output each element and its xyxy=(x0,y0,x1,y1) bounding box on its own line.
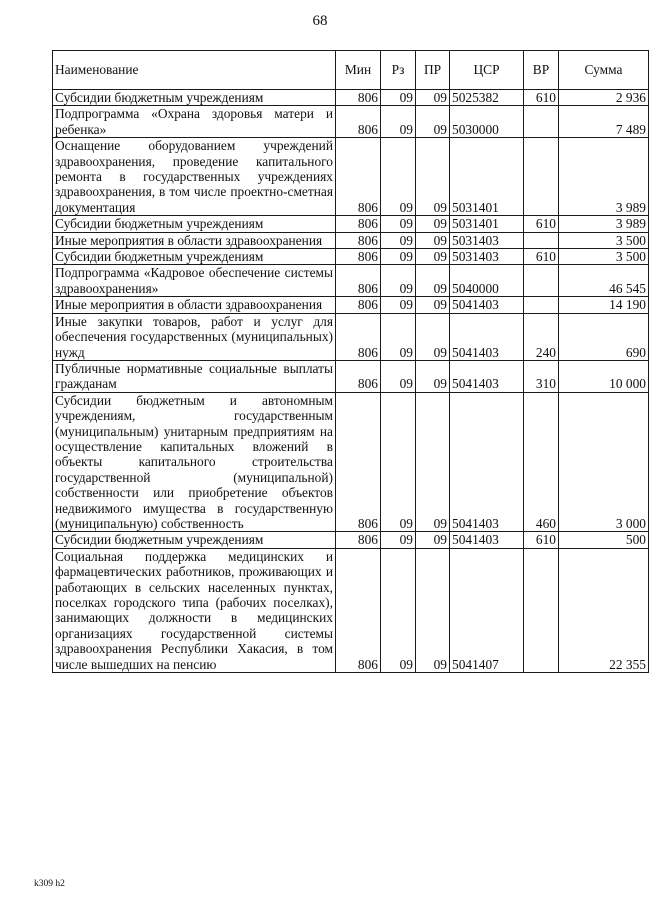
cell-csr: 5031401 xyxy=(450,216,524,232)
cell-sum: 3 500 xyxy=(559,249,649,265)
cell-vr xyxy=(524,232,559,248)
footer-code: k309 h2 xyxy=(34,879,65,889)
cell-pr: 09 xyxy=(416,138,450,216)
cell-min: 806 xyxy=(336,90,381,106)
cell-rz: 09 xyxy=(381,297,416,313)
cell-sum: 22 355 xyxy=(559,548,649,672)
cell-vr: 310 xyxy=(524,360,559,392)
cell-pr: 09 xyxy=(416,548,450,672)
cell-min: 806 xyxy=(336,106,381,138)
header-vr: ВР xyxy=(524,51,559,90)
cell-min: 806 xyxy=(336,297,381,313)
cell-min: 806 xyxy=(336,548,381,672)
cell-min: 806 xyxy=(336,249,381,265)
cell-sum: 3 989 xyxy=(559,138,649,216)
cell-vr xyxy=(524,106,559,138)
cell-sum: 10 000 xyxy=(559,360,649,392)
cell-rz: 09 xyxy=(381,313,416,360)
cell-rz: 09 xyxy=(381,548,416,672)
cell-sum: 690 xyxy=(559,313,649,360)
header-min: Мин xyxy=(336,51,381,90)
cell-name: Оснащение оборудованием учреждений здравоохранения, проведение капитального ремонта в государственных учреждениях здравоохранения, в том числе проектно-сметная документация xyxy=(53,138,336,216)
cell-rz: 09 xyxy=(381,249,416,265)
cell-min: 806 xyxy=(336,138,381,216)
table-row xyxy=(53,216,649,232)
table-row xyxy=(53,232,649,248)
cell-pr: 09 xyxy=(416,249,450,265)
cell-pr: 09 xyxy=(416,232,450,248)
cell-csr: 5031403 xyxy=(450,232,524,248)
cell-name: Социальная поддержка медицинских и фармацевтических работников, проживающих и работающих в сельских населенных пунктах, поселках городского типа (рабочих поселках), занимающих должности в медицинских организациях государственной системы здравоохранения Республики Хакасия, в том числе вышедших на пенсию xyxy=(53,548,336,672)
cell-vr: 240 xyxy=(524,313,559,360)
table-row xyxy=(53,313,649,360)
cell-csr: 5041407 xyxy=(450,548,524,672)
cell-name: Субсидии бюджетным учреждениям xyxy=(53,90,336,106)
cell-csr: 5041403 xyxy=(450,313,524,360)
table-row xyxy=(53,297,649,313)
cell-min: 806 xyxy=(336,265,381,297)
cell-min: 806 xyxy=(336,532,381,548)
table-body xyxy=(53,90,649,673)
header-rz: Рз xyxy=(381,51,416,90)
cell-vr xyxy=(524,138,559,216)
cell-vr xyxy=(524,265,559,297)
cell-rz: 09 xyxy=(381,360,416,392)
cell-sum: 3 000 xyxy=(559,392,649,532)
table-row xyxy=(53,90,649,106)
cell-sum: 3 500 xyxy=(559,232,649,248)
budget-table xyxy=(52,50,649,673)
cell-sum: 14 190 xyxy=(559,297,649,313)
cell-csr: 5031403 xyxy=(450,249,524,265)
cell-sum: 2 936 xyxy=(559,90,649,106)
cell-pr: 09 xyxy=(416,297,450,313)
cell-min: 806 xyxy=(336,392,381,532)
cell-vr: 610 xyxy=(524,532,559,548)
table-row xyxy=(53,249,649,265)
cell-pr: 09 xyxy=(416,265,450,297)
cell-min: 806 xyxy=(336,232,381,248)
cell-vr: 610 xyxy=(524,216,559,232)
table-header-row xyxy=(53,51,649,90)
table-row xyxy=(53,548,649,672)
cell-csr: 5041403 xyxy=(450,360,524,392)
cell-sum: 7 489 xyxy=(559,106,649,138)
table-row xyxy=(53,532,649,548)
cell-csr: 5040000 xyxy=(450,265,524,297)
cell-vr: 460 xyxy=(524,392,559,532)
cell-pr: 09 xyxy=(416,90,450,106)
cell-name: Субсидии бюджетным учреждениям xyxy=(53,216,336,232)
cell-rz: 09 xyxy=(381,138,416,216)
cell-pr: 09 xyxy=(416,313,450,360)
cell-rz: 09 xyxy=(381,392,416,532)
header-name: Наименование xyxy=(53,51,336,90)
cell-csr: 5041403 xyxy=(450,392,524,532)
header-sum: Сумма xyxy=(559,51,649,90)
table-row xyxy=(53,106,649,138)
table-row xyxy=(53,360,649,392)
cell-rz: 09 xyxy=(381,232,416,248)
cell-min: 806 xyxy=(336,216,381,232)
cell-csr: 5041403 xyxy=(450,532,524,548)
cell-sum: 46 545 xyxy=(559,265,649,297)
cell-pr: 09 xyxy=(416,360,450,392)
cell-rz: 09 xyxy=(381,265,416,297)
cell-csr: 5025382 xyxy=(450,90,524,106)
cell-name: Иные мероприятия в области здравоохранения xyxy=(53,232,336,248)
cell-pr: 09 xyxy=(416,106,450,138)
cell-name: Субсидии бюджетным учреждениям xyxy=(53,532,336,548)
cell-pr: 09 xyxy=(416,392,450,532)
cell-min: 806 xyxy=(336,360,381,392)
cell-vr xyxy=(524,297,559,313)
cell-rz: 09 xyxy=(381,90,416,106)
cell-name: Иные мероприятия в области здравоохранения xyxy=(53,297,336,313)
cell-csr: 5031401 xyxy=(450,138,524,216)
cell-csr: 5041403 xyxy=(450,297,524,313)
cell-min: 806 xyxy=(336,313,381,360)
cell-name: Иные закупки товаров, работ и услуг для обеспечения государственных (муниципальных) нужд xyxy=(53,313,336,360)
cell-pr: 09 xyxy=(416,216,450,232)
cell-vr: 610 xyxy=(524,90,559,106)
cell-name: Публичные нормативные социальные выплаты гражданам xyxy=(53,360,336,392)
cell-sum: 500 xyxy=(559,532,649,548)
cell-rz: 09 xyxy=(381,106,416,138)
cell-sum: 3 989 xyxy=(559,216,649,232)
cell-vr xyxy=(524,548,559,672)
cell-vr: 610 xyxy=(524,249,559,265)
page-number: 68 xyxy=(312,13,328,29)
header-csr: ЦСР xyxy=(450,51,524,90)
header-pr: ПР xyxy=(416,51,450,90)
table-row xyxy=(53,138,649,216)
table-row xyxy=(53,265,649,297)
cell-name: Субсидии бюджетным учреждениям xyxy=(53,249,336,265)
cell-rz: 09 xyxy=(381,216,416,232)
cell-csr: 5030000 xyxy=(450,106,524,138)
cell-name: Подпрограмма «Кадровое обеспечение системы здравоохранения» xyxy=(53,265,336,297)
cell-pr: 09 xyxy=(416,532,450,548)
cell-rz: 09 xyxy=(381,532,416,548)
table-row xyxy=(53,392,649,532)
cell-name: Подпрограмма «Охрана здоровья матери и ребенка» xyxy=(53,106,336,138)
cell-name: Субсидии бюджетным и автономным учреждениям, государственным (муниципальным) унитарным предприятиям на осуществление капитальных вложений в объекты капитального строительства государственной (муниципальной) собственности или приобретение объектов недвижимого имущества в государственную (муниципальную) собственность xyxy=(53,392,336,532)
